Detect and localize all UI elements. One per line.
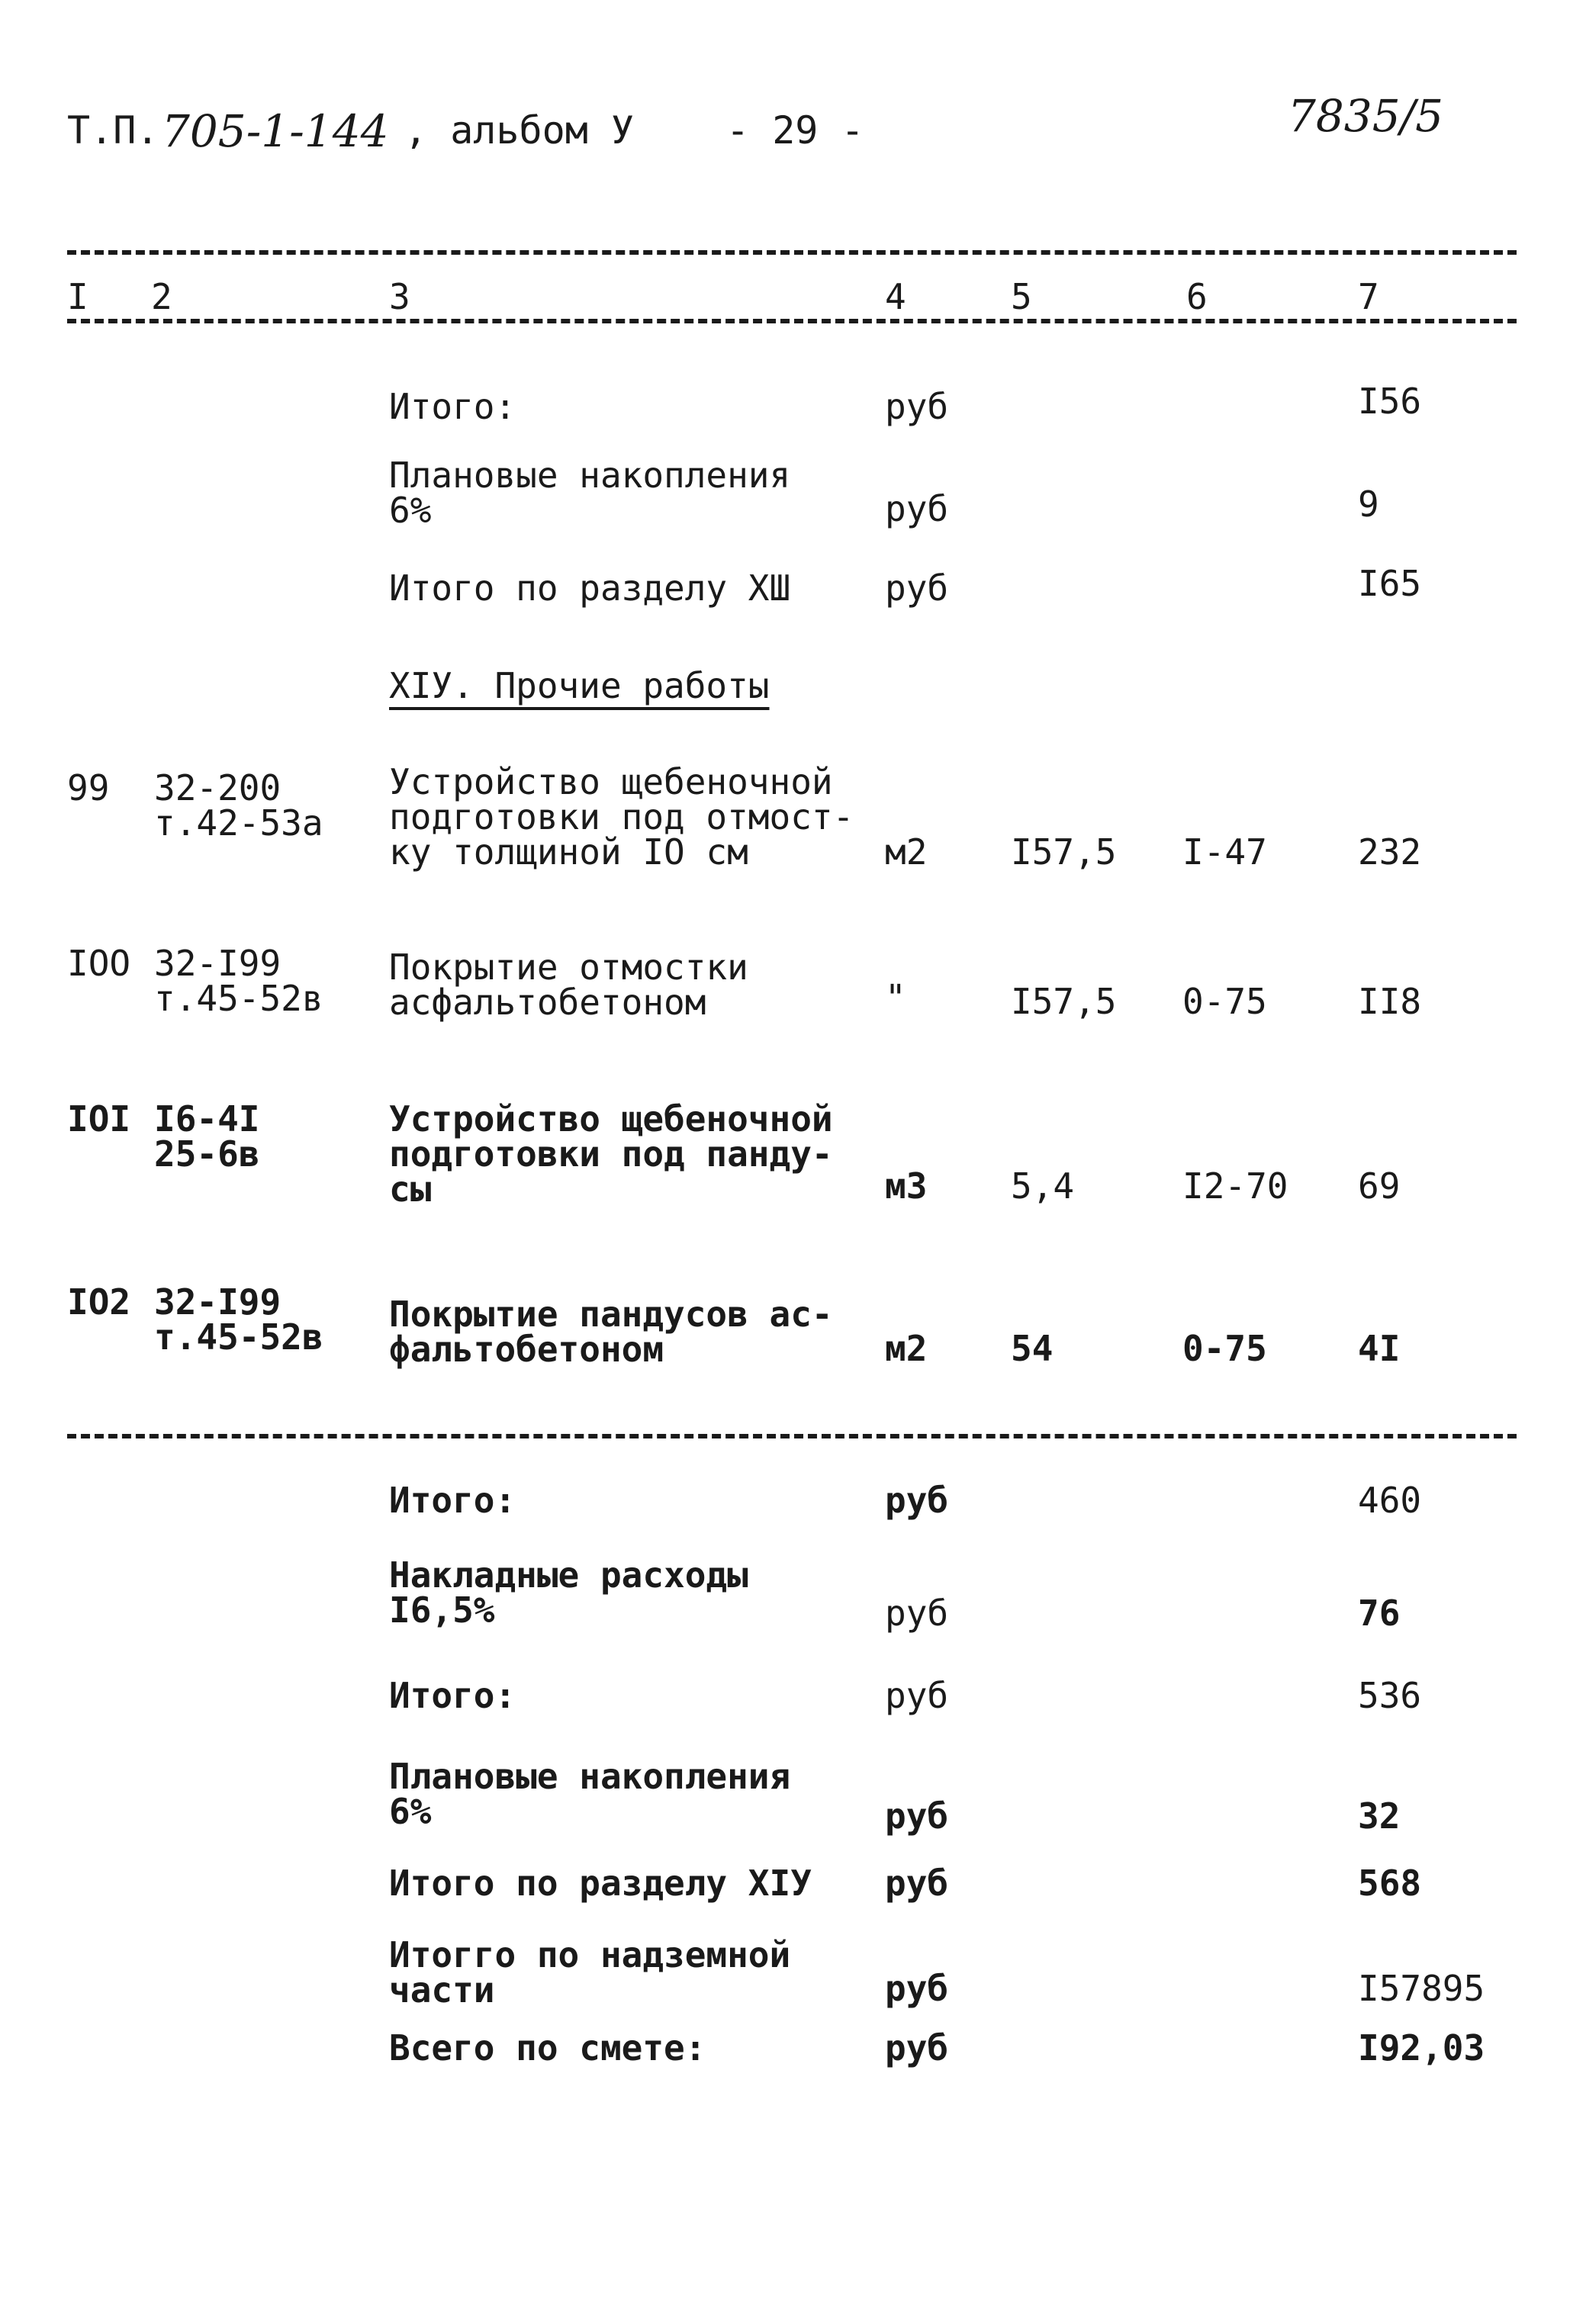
- col-header-6: 6: [1186, 276, 1208, 317]
- summary-desc: Итого по разделу XШ: [389, 567, 791, 609]
- header-bottom-rule: [67, 319, 1517, 323]
- item-code: I6-4I 25-6в: [154, 1098, 260, 1175]
- summary-unit: руб: [885, 1675, 949, 1716]
- totals-divider: [67, 1434, 1517, 1438]
- col-header-2: 2: [151, 276, 172, 317]
- item-total: II8: [1358, 981, 1422, 1022]
- summary-desc: Всего по смете:: [389, 2027, 706, 2068]
- item-unit-price: 0-75: [1182, 1328, 1267, 1369]
- doc-prefix: Т.П.: [67, 108, 159, 153]
- summary-desc: Итого по разделу XIУ: [389, 1863, 812, 1904]
- summary-desc: Итого:: [389, 1675, 516, 1716]
- item-quantity: I57,5: [1011, 831, 1117, 873]
- item-description: Покрытие пандусов ас- фальтобетоном: [389, 1294, 833, 1370]
- item-code: 32-I99 т.45-52в: [154, 1281, 323, 1358]
- item-number: 99: [67, 767, 110, 808]
- col-header-4: 4: [885, 276, 906, 317]
- summary-total: 76: [1358, 1593, 1401, 1634]
- summary-total: I92,03: [1358, 2027, 1485, 2068]
- item-number: IO2: [67, 1281, 131, 1323]
- summary-total: 536: [1358, 1675, 1422, 1716]
- item-total: 232: [1358, 831, 1422, 873]
- col-header-7: 7: [1358, 276, 1379, 317]
- item-unit: м2: [885, 831, 928, 873]
- page-number: - 29 -: [726, 108, 864, 153]
- summary-unit: руб: [885, 1593, 949, 1634]
- summary-total: I57895: [1358, 1968, 1485, 2009]
- summary-unit: руб: [885, 386, 949, 427]
- item-code: 32-I99 т.45-52в: [154, 943, 323, 1019]
- item-unit: м3: [885, 1165, 928, 1207]
- archive-stamp-number: 7835/5: [1288, 90, 1444, 142]
- album-label: , альбом У: [404, 108, 635, 153]
- item-quantity: 5,4: [1011, 1165, 1075, 1207]
- summary-total: I56: [1358, 381, 1422, 422]
- item-quantity: I57,5: [1011, 981, 1117, 1022]
- item-unit: м2: [885, 1328, 928, 1369]
- summary-unit: руб: [885, 2027, 949, 2068]
- item-quantity: 54: [1011, 1328, 1054, 1369]
- item-description: Устройство щебеночной подготовки под панду- сы: [389, 1098, 833, 1210]
- summary-unit: руб: [885, 1863, 949, 1904]
- summary-total: 568: [1358, 1863, 1422, 1904]
- item-code: 32-200 т.42-53а: [154, 767, 323, 844]
- item-unit-price: 0-75: [1182, 981, 1267, 1022]
- item-number: IOO: [67, 943, 131, 984]
- item-total: 69: [1358, 1165, 1401, 1207]
- summary-desc: Итого:: [389, 1480, 516, 1521]
- item-total: 4I: [1358, 1328, 1401, 1369]
- item-unit-price: I-47: [1182, 831, 1267, 873]
- col-header-1: I: [67, 276, 88, 317]
- summary-desc: Накладные расходы I6,5%: [389, 1554, 748, 1631]
- summary-unit: руб: [885, 1968, 949, 2009]
- summary-total: 9: [1358, 484, 1379, 525]
- summary-total: 32: [1358, 1795, 1401, 1837]
- col-header-3: 3: [389, 276, 410, 317]
- section-title: XIУ. Прочие работы: [389, 665, 770, 706]
- summary-unit: руб: [885, 488, 949, 529]
- col-header-5: 5: [1011, 276, 1032, 317]
- summary-desc: Плановые накопления 6%: [389, 1756, 791, 1832]
- summary-unit: руб: [885, 567, 949, 609]
- header-top-rule: [67, 250, 1517, 255]
- summary-desc: Плановые накопления 6%: [389, 455, 791, 531]
- item-unit: ": [885, 977, 906, 1018]
- item-description: Устройство щебеночной подготовки под отмост- ку толщиной IO см: [389, 761, 854, 873]
- summary-unit: руб: [885, 1795, 949, 1837]
- item-number: IOI: [67, 1098, 131, 1139]
- item-description: Покрытие отмостки асфальтобетоном: [389, 947, 748, 1023]
- summary-unit: руб: [885, 1480, 949, 1521]
- project-number: 705-1-144: [162, 105, 389, 157]
- summary-total: 460: [1358, 1480, 1422, 1521]
- item-unit-price: I2-70: [1182, 1165, 1288, 1207]
- summary-desc: Итого:: [389, 386, 516, 427]
- summary-desc: Итогго по надземной части: [389, 1934, 791, 2011]
- summary-total: I65: [1358, 563, 1422, 604]
